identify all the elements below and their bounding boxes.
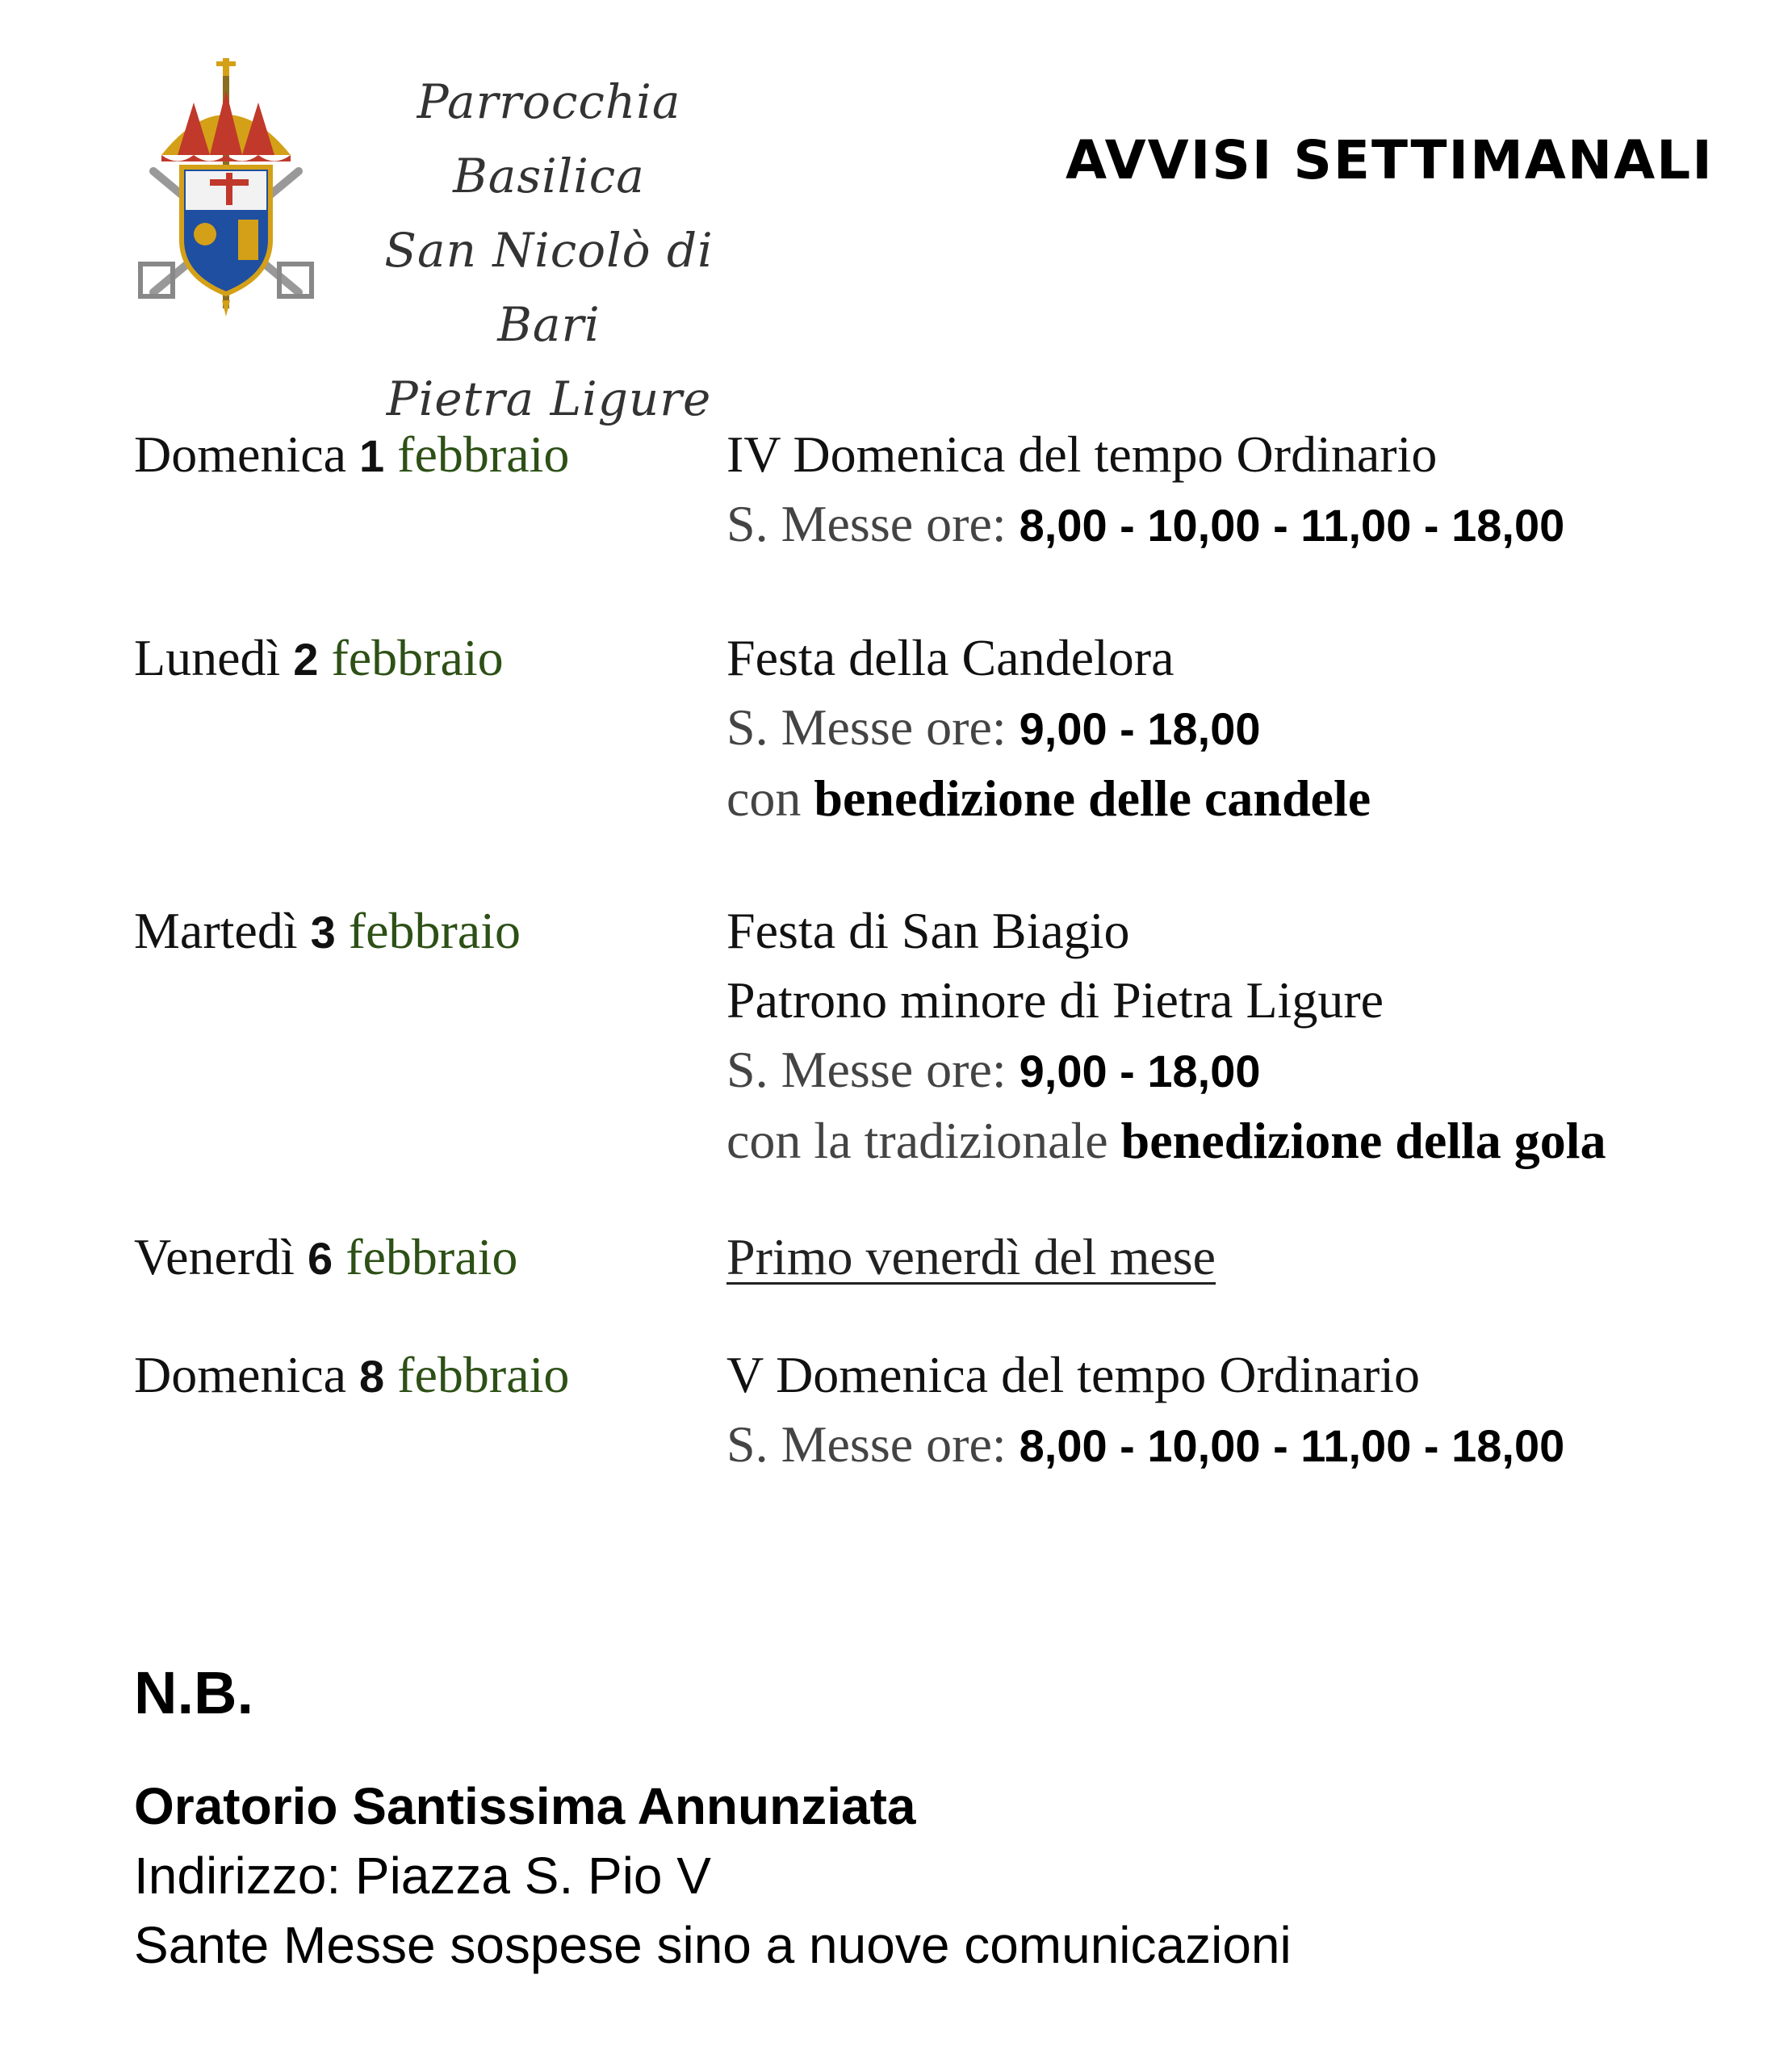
entry-month: febbraio xyxy=(348,902,521,959)
schedule-entry xyxy=(134,1222,1668,1293)
entry-note-prefix: con xyxy=(726,769,802,827)
entry-title: V Domenica del tempo Ordinario xyxy=(726,1346,1421,1403)
oratorio-address: Indirizzo: Piazza S. Pio V xyxy=(134,1847,711,1905)
entry-day-number: 1 xyxy=(359,430,385,481)
mass-times xyxy=(726,1410,1668,1481)
entry-month: febbraio xyxy=(331,629,504,686)
page-title: AVVISI SETTIMANALI xyxy=(1066,129,1714,191)
schedule-entry xyxy=(134,896,1668,1176)
entry-weekday: Domenica xyxy=(134,1346,346,1403)
entry-details xyxy=(726,623,1668,833)
entry-title: Festa di San Biagio xyxy=(726,902,1130,959)
mass-times xyxy=(726,489,1668,560)
nota-bene-heading: N.B. xyxy=(134,1659,253,1726)
entry-details xyxy=(726,896,1668,1176)
oratorio-title: Oratorio Santissima Annunziata xyxy=(134,1777,916,1835)
schedule-entry xyxy=(134,1340,1668,1481)
entry-date xyxy=(134,896,726,1176)
entry-title: IV Domenica del tempo Ordinario xyxy=(726,426,1438,483)
mass-times-values: 8,00 - 10,00 - 11,00 - 18,00 xyxy=(1019,500,1565,551)
page-header xyxy=(0,0,1792,426)
entry-details xyxy=(726,1340,1668,1481)
mass-times-values: 8,00 - 10,00 - 11,00 - 18,00 xyxy=(1019,1420,1565,1471)
mass-times-label: S. Messe ore: xyxy=(726,698,1007,756)
entry-weekday: Venerdì xyxy=(134,1228,295,1285)
parish-name-line: Pietra Ligure xyxy=(386,371,712,426)
entry-month: febbraio xyxy=(345,1228,518,1285)
weekly-schedule xyxy=(134,420,1668,1544)
mass-times-values: 9,00 - 18,00 xyxy=(1019,1046,1261,1096)
mass-times-label: S. Messe ore: xyxy=(726,1041,1007,1098)
entry-details xyxy=(726,1222,1668,1293)
parish-name xyxy=(339,65,759,436)
entry-date xyxy=(134,420,726,560)
mass-times-label: S. Messe ore: xyxy=(726,495,1007,552)
mass-times-label: S. Messe ore: xyxy=(726,1415,1007,1473)
entry-weekday: Domenica xyxy=(134,426,346,483)
parish-name-line: San Nicolò di Bari xyxy=(384,223,714,352)
entry-weekday: Lunedì xyxy=(134,629,281,686)
entry-details xyxy=(726,420,1668,560)
entry-day-number: 3 xyxy=(310,907,336,958)
entry-note xyxy=(726,1106,1668,1176)
entry-note-prefix: con la tradizionale xyxy=(726,1112,1108,1169)
entry-note-emphasis: benedizione delle candele xyxy=(814,769,1371,827)
mass-times xyxy=(726,693,1668,764)
entry-day-number: 6 xyxy=(308,1233,333,1284)
entry-day-number: 8 xyxy=(359,1351,385,1402)
entry-title: Primo venerdì del mese xyxy=(726,1228,1216,1285)
entry-title: Festa della Candelora xyxy=(726,629,1174,686)
parish-name-line: Parrocchia Basilica xyxy=(417,74,681,203)
mass-times-values: 9,00 - 18,00 xyxy=(1019,703,1261,754)
entry-date xyxy=(134,623,726,833)
entry-date xyxy=(134,1340,726,1481)
entry-date xyxy=(134,1222,726,1293)
mass-times xyxy=(726,1035,1668,1106)
entry-note-emphasis: benedizione della gola xyxy=(1120,1112,1606,1169)
schedule-entry xyxy=(134,420,1668,560)
entry-subtitle: Patrono minore di Pietra Ligure xyxy=(726,971,1384,1029)
oratorio-notice: Sante Messe sospese sino a nuove comunicazioni xyxy=(134,1916,1292,1974)
entry-month: febbraio xyxy=(397,1346,570,1403)
entry-month: febbraio xyxy=(397,426,570,483)
entry-day-number: 2 xyxy=(293,634,319,685)
parish-coat-of-arms-icon xyxy=(137,58,315,317)
nota-bene-section xyxy=(134,1657,1292,1980)
entry-note xyxy=(726,764,1668,833)
entry-weekday: Martedì xyxy=(134,902,298,959)
schedule-entry xyxy=(134,623,1668,833)
